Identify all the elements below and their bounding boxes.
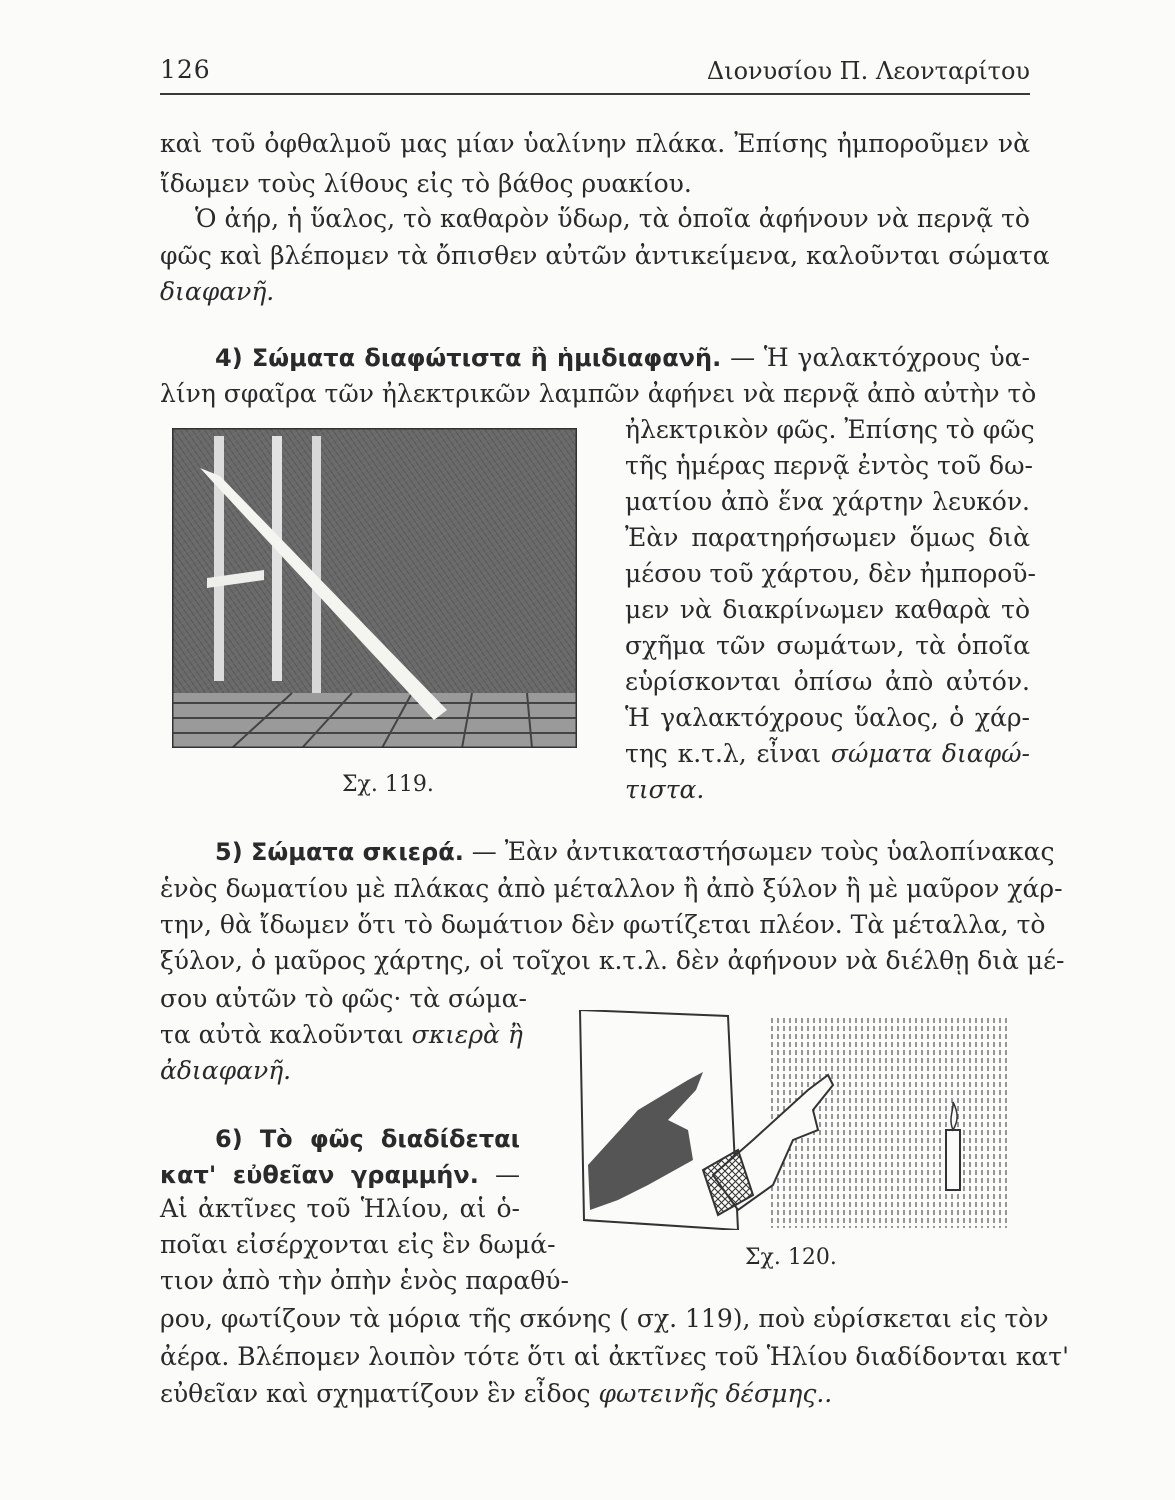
text-line: Ἐὰν παρατηρήσωμεν ὅμως διὰ <box>625 523 1030 552</box>
text-line: ἴδωμεν τοὺς λίθους εἰς τὸ βάθος ρυακίου. <box>160 169 692 198</box>
text-line: ποῖαι εἰσέρχονται εἰς ἓν δωμά- <box>160 1230 556 1259</box>
text-line <box>160 1019 523 1051</box>
text-line: μεν νὰ διακρίνωμεν καθαρὰ τὸ <box>625 595 1030 624</box>
text-line: ἀδιαφανῆ. <box>160 1056 292 1085</box>
section-6-heading-cont: κατ' εὐθεῖαν γραμμήν. <box>160 1161 479 1189</box>
text-fragment: — <box>495 1160 521 1189</box>
section-6-heading-line <box>160 1159 520 1191</box>
text-fragment: — Ἡ γαλακτόχρους ὑα- <box>730 343 1031 372</box>
text-line: Ἡ γαλακτόχρους ὕαλος, ὁ χάρ- <box>625 703 1030 732</box>
text-line: Αἱ ἀκτῖνες τοῦ Ἡλίου, αἱ ὁ- <box>160 1194 520 1223</box>
text-fragment: — Ἐὰν ἀντικαταστήσωμεν τοὺς ὑαλοπίνακας <box>471 837 1055 866</box>
term-italic: φωτεινῆς δέσμης.. <box>598 1379 833 1408</box>
figure-120-caption: Σχ. 120. <box>745 1245 837 1270</box>
text-line: τιστα. <box>625 775 705 804</box>
header-rule <box>160 93 1030 95</box>
text-line: τιον ἀπὸ τὴν ὀπὴν ἑνὸς παραθύ- <box>160 1266 569 1295</box>
page-header <box>160 55 1030 95</box>
term-italic: σκιερὰ ἢ <box>411 1020 523 1049</box>
figure-119-caption: Σχ. 119. <box>342 772 434 797</box>
figure-119-illustration <box>172 428 577 748</box>
text-line <box>160 1378 1030 1410</box>
running-title: Διονυσίου Π. Λεονταρίτου <box>706 57 1030 85</box>
section-5-heading: 5) Σώματα σκιερά. <box>215 838 464 866</box>
text-line: ἑνὸς δωματίου μὲ πλάκας ἀπὸ μέταλλον ἢ ἀπὸ ξύλον ἢ μὲ μαῦρον χάρ- <box>160 874 1063 903</box>
text-line: λίνη σφαῖρα τῶν ἠλεκτρικῶν λαμπῶν ἀφήνει νὰ περνᾷ ἀπὸ αὐτὴν τὸ <box>160 379 1037 408</box>
section-4-heading: 4) Σώματα διαφώτιστα ἢ ἡμιδιαφανῆ. <box>215 344 722 372</box>
text-line: την, θὰ ἴδωμεν ὅτι τὸ δωμάτιον δὲν φωτίζεται πλέον. Τὰ μέταλλα, τὸ <box>160 910 1046 939</box>
text-line: τῆς ἡμέρας περνᾷ ἐντὸς τοῦ δω- <box>625 451 1033 480</box>
text-line: ἠλεκτρικὸν φῶς. Ἐπίσης τὸ φῶς <box>625 415 1035 444</box>
text-line: καὶ τοῦ ὀφθαλμοῦ μας μίαν ὑαλίνην πλάκα. Ἐπίσης ἠμποροῦμεν νὰ <box>160 129 1030 158</box>
text-line <box>625 738 1030 770</box>
text-line: σου αὐτῶν τὸ φῶς· τὰ σώμα- <box>160 984 528 1013</box>
text-line: ματίου ἀπὸ ἕνα χάρτην λευκόν. <box>625 487 1030 516</box>
text-fragment: εὐθεῖαν καὶ σχηματίζουν ἓν εἶδος <box>160 1379 591 1408</box>
text-line: εὑρίσκονται ὀπίσω ἀπὸ αὐτόν. <box>625 667 1030 696</box>
text-fragment: τα αὐτὰ καλοῦνται <box>160 1020 404 1049</box>
figure-120-illustration <box>578 1010 1018 1230</box>
text-fragment: της κ.τ.λ, εἶναι <box>625 739 822 768</box>
page-number: 126 <box>160 55 211 84</box>
text-line: διαφανῆ. <box>160 277 275 306</box>
text-line: ξύλον, ὁ μαῦρος χάρτης, οἱ τοῖχοι κ.τ.λ. δὲν ἀφήνουν νὰ διέλθῃ διὰ μέ- <box>160 946 1065 975</box>
section-6-heading: 6) Τὸ φῶς διαδίδεται <box>215 1125 520 1153</box>
text-line: μέσου τοῦ χάρτου, δὲν ἠμποροῦ- <box>625 559 1036 588</box>
section-4-heading-line <box>215 342 1030 374</box>
text-line: Ὁ ἀήρ, ἡ ὕαλος, τὸ καθαρὸν ὕδωρ, τὰ ὁποῖα ἀφήνουν νὰ περνᾷ τὸ <box>195 204 1030 233</box>
section-5-heading-line <box>215 836 1055 868</box>
text-line: ρου, φωτίζουν τὰ μόρια τῆς σκόνης ( σχ. 119), ποὺ εὑρίσκεται εἰς τὸν <box>160 1304 1049 1333</box>
text-line: φῶς καὶ βλέπομεν τὰ ὄπισθεν αὐτῶν ἀντικείμενα, καλοῦνται σώματα <box>160 241 1050 270</box>
text-line: σχῆμα τῶν σωμάτων, τὰ ὁποῖα <box>625 631 1030 660</box>
term-italic: σώματα διαφώ- <box>830 739 1030 768</box>
text-line: ἀέρα. Βλέπομεν λοιπὸν τότε ὅτι αἱ ἀκτῖνες τοῦ Ἡλίου διαδίδονται κατ' <box>160 1342 1069 1371</box>
